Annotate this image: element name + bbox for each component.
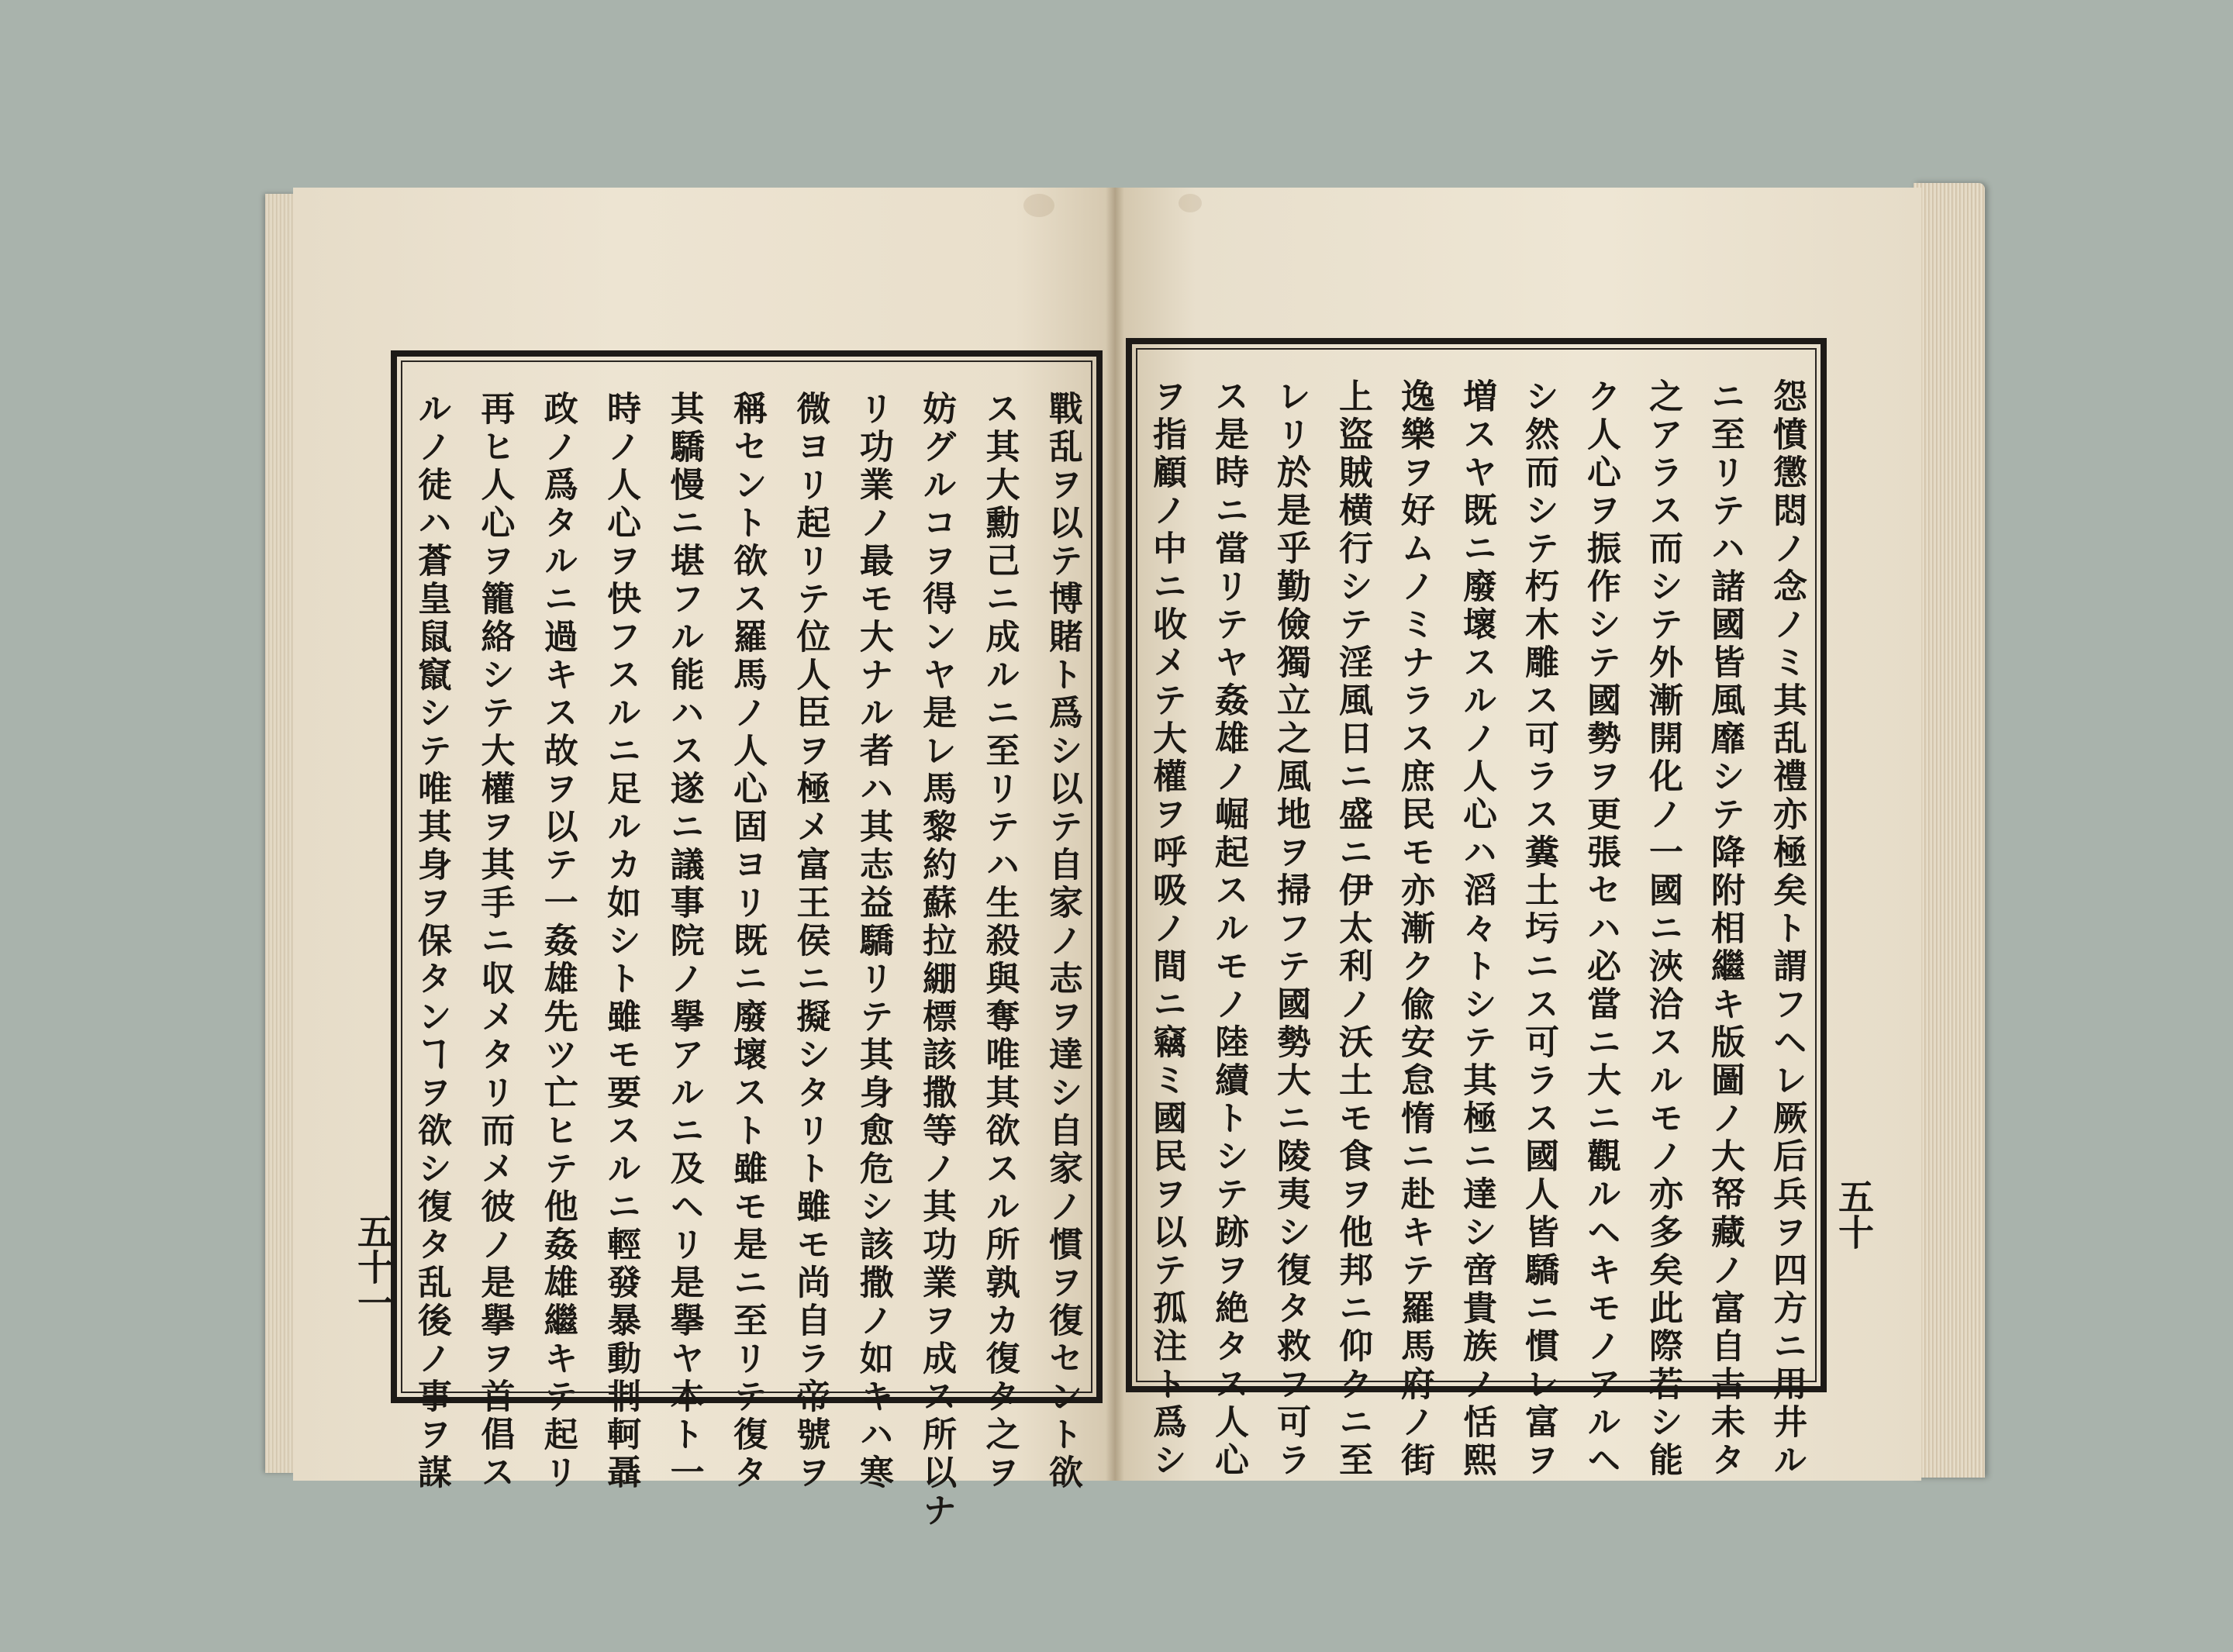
right-text-frame — [1126, 338, 1827, 1480]
text-column: ニ至リテハ諸國皆風靡シテ降附相繼キ版圖ノ大帑藏ノ富自古未タ — [1705, 378, 1745, 1480]
paper-stain — [1023, 194, 1054, 217]
text-column: ク人心ヲ振作シテ國勢ヲ更張セハ必當ニ大ニ觀ルヘキモノアルヘ — [1581, 378, 1620, 1480]
text-column: ス其大勳己ニ成ルニ至リテハ生殺與奪唯其欲スル所孰カ復タ之ヲ — [979, 391, 1020, 1492]
text-column: 稱セント欲ス羅馬ノ人心固ヨリ既ニ廢壞スト雖モ是ニ至リテ復タ — [727, 391, 767, 1492]
paper-stain — [1179, 194, 1202, 212]
text-column: 時ノ人心ヲ快フスルニ足ルカ如シト雖モ要スルニ輕發暴動剕軻聶 — [601, 391, 641, 1492]
text-column: 妨グルコヲ得ンヤ是レ馬黎約蘇拉綳標該撒等ノ其功業ヲ成ス所以ナ — [916, 391, 957, 1530]
right-page-edges — [1914, 183, 1985, 1478]
text-column: ス是時ニ當リテヤ姦雄ノ崛起スルモノ陸續トシテ跡ヲ絶タス人心 — [1209, 378, 1248, 1480]
text-column: 微ヨリ起リテ位人臣ヲ極メ富王侯ニ擬シタリト雖モ尚自ラ帝號ヲ — [790, 391, 830, 1492]
text-column: 上盜賊横行シテ淫風日ニ盛ニ伊太利ノ沃土モ食ヲ他邦ニ仰クニ至 — [1333, 378, 1372, 1480]
text-column: 再ヒ人心ヲ籠絡シテ大權ヲ其手ニ収メタリ而メ彼ノ是擧ヲ首倡ス — [475, 391, 515, 1492]
text-column: リ功業ノ最モ大ナル者ハ其志益驕リテ其身愈危シ該撒ノ如キハ寒 — [853, 391, 893, 1492]
text-column: シ然而シテ朽木雕ス可ラス糞土圬ニス可ラス國人皆驕ニ慣レ富ヲ — [1519, 378, 1558, 1480]
text-column: レリ於是乎勤儉獨立之風地ヲ掃フテ國勢大ニ陵夷シ復タ救フ可ラ — [1271, 378, 1310, 1480]
left-page-edges — [265, 194, 296, 1473]
left-text-frame — [391, 350, 1103, 1530]
text-column: ルノ徒ハ蒼皇鼠竄シテ唯其身ヲ保タンヿヲ欲シ復タ乱後ノ事ヲ謀 — [412, 391, 451, 1492]
text-column: 政ノ爲タルニ過キス故ヲ以テ一姦雄先ツ亡ヒテ他姦雄繼キテ起リ — [537, 391, 578, 1492]
book-gutter — [1106, 188, 1124, 1481]
text-column: 之アラス而シテ外漸開化ノ一國ニ浹洽スルモノ亦多矣此際若シ能 — [1643, 378, 1683, 1480]
text-column: 増スヤ既ニ廢壞スルノ人心ハ滔々トシテ其極ニ達シ啻貴族ノ恬熙 — [1457, 378, 1496, 1480]
right-text-columns — [1147, 378, 1807, 1480]
text-column: 怨憤懲悶ノ念ノミ其乱禮亦極矣ト謂フヘレ厥后兵ヲ四方ニ用井ル — [1767, 378, 1807, 1480]
text-column: 其驕慢ニ堪フル能ハス遂ニ議事院ノ擧アルニ及ヘリ是擧ヤ本ト一 — [664, 391, 704, 1492]
left-text-columns — [412, 391, 1082, 1530]
left-page-number: 五十一 — [352, 1213, 394, 1320]
text-column: 逸樂ヲ好ムノミナラス庶民モ亦漸ク偸安怠惰ニ赴キテ羅馬府ノ街 — [1395, 378, 1434, 1480]
text-column: ヲ指顧ノ中ニ收メテ大權ヲ呼吸ノ間ニ竊ミ國民ヲ以テ孤注ト爲シ — [1147, 378, 1186, 1480]
text-column: 戰乱ヲ以テ博賭ト爲シ以テ自家ノ志ヲ達シ自家ノ慣ヲ復セント欲 — [1042, 391, 1082, 1492]
right-page-number: 五十 — [1833, 1178, 1875, 1250]
